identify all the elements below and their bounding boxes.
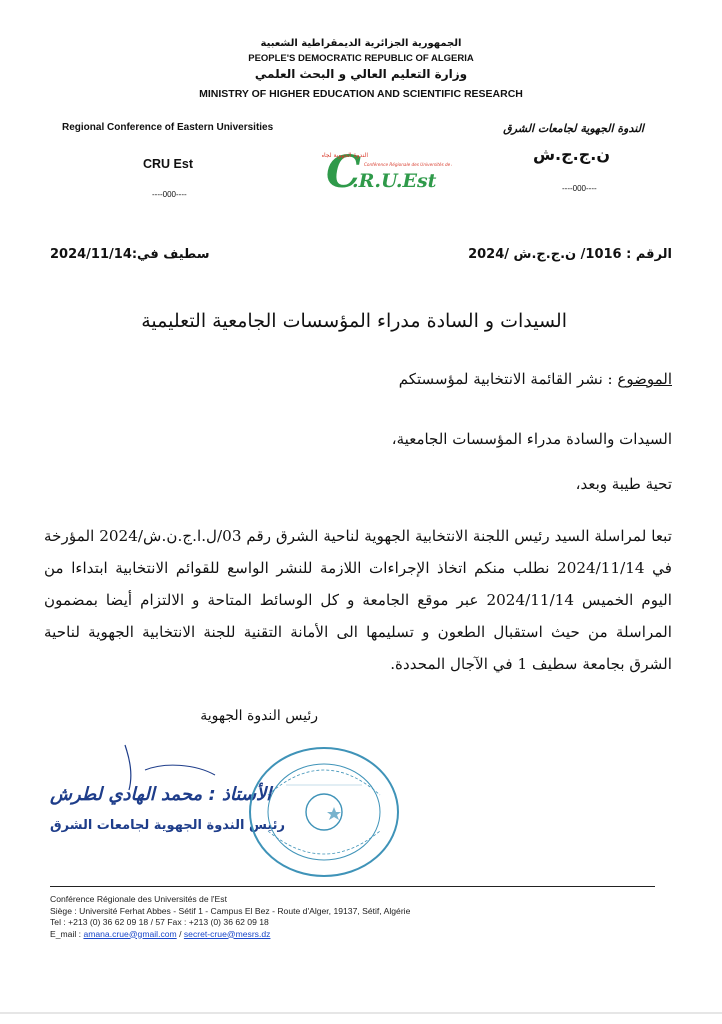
republic-title-ar: الجمهورية الجزائرية الديمقراطية الشعبية (260, 38, 462, 49)
signatory-role: رئيس الندوة الجهوية لجامعات الشرق (50, 818, 286, 833)
signature-title: رئيس الندوة الجهوية (200, 708, 318, 724)
svg-text:الندوة الجهوية لجامعات الشرق: الندوة الجهوية لجام (322, 152, 368, 159)
footer-phone: Tel : +213 (0) 36 62 09 18 / 57 Fax : +213 (0) 36 62 09 18 (50, 917, 269, 927)
salutation-greeting: تحية طيبة وبعد، (575, 475, 672, 493)
footer-address: Siège : Université Ferhat Abbes - Sétif 1 - Campus El Bez - Route d'Alger, 19137, Sétif, Algérie (50, 905, 411, 916)
cru-est-logo (322, 147, 452, 195)
footer-block (50, 894, 410, 940)
addressee-heading: السيدات و السادة مدراء المؤسسات الجامعية التعليمية (141, 310, 567, 332)
svg-text:.R.U.Est: .R.U.Est (352, 170, 437, 192)
letter-body: تبعا لمراسلة السيد رئيس اللجنة الانتخابية الجهوية لناحية الشرق رقم 03/ل.ا.ج.ن.ش/2024 المؤرخة في 2024/11/14 نطلب منكم اتخاذ الإجراءات اللازمة للنشر الواسع للقوائم الانتخابية ابتداءا من اليوم الخميس 2024/11/14 عبر موقع الجامعة و كل الوسائط المتاحة و الالتزام أيضا بمضمون المراسلة من حيث استقبال الطعون و تسليمها الى الأمانة التقنية للجنة الانتخابية الجهوية لناحية الشرق بجامعة سطيف 1 في الآجال المحددة. (44, 527, 672, 673)
conference-name-en: Regional Conference of Eastern Universities (62, 122, 274, 133)
svg-text:C: C (326, 147, 362, 195)
svg-text:Conférence Régionale des Unive: Conférence Régionale des Universités de l'Est (364, 162, 452, 167)
republic-title-en: PEOPLE'S DEMOCRATIC REPUBLIC OF ALGERIA (248, 53, 474, 64)
subject-label: الموضوع (617, 370, 672, 388)
footer-email-line (50, 929, 410, 941)
place-date: سطيف في:2024/11/14 (50, 247, 210, 262)
cru-acronym-ar: ن.ج.ج.ش (532, 145, 610, 164)
email-link-amana[interactable]: amana.crue@gmail.com (83, 928, 177, 939)
conference-name-ar: الندوة الجهوية لجامعات الشرق (503, 122, 644, 135)
footer-conference: Conférence Régionale des Universités de l'Est (50, 894, 227, 904)
page-bottom-edge (0, 1012, 722, 1014)
subject-line (399, 370, 672, 388)
footer-divider (50, 886, 655, 887)
salutation-addressees: السيدات والسادة مدراء المؤسسات الجامعية، (391, 430, 672, 448)
signatory-name: الأستاذ : محمد الهادي لطرش (50, 784, 272, 805)
ministry-title-en: MINISTRY OF HIGHER EDUCATION AND SCIENTIFIC RESEARCH (199, 88, 523, 100)
separator-right: ----000---- (562, 184, 597, 193)
footer-email-sep: / (176, 928, 184, 939)
cru-acronym-en: CRU Est (143, 157, 194, 171)
email-link-secret[interactable]: secret-crue@mesrs.dz (183, 928, 271, 939)
official-stamp (246, 745, 402, 879)
ministry-title-ar: وزارة التعليم العالي و البحث العلمي (254, 67, 468, 81)
handwritten-signature (85, 740, 245, 820)
separator-left: ----000---- (152, 190, 187, 199)
reference-number: الرقم : 1016/ ن.ج.ج.ش /2024 (468, 247, 672, 262)
footer-email-label: E_mail : (50, 928, 84, 939)
subject-text: : نشر القائمة الانتخابية لمؤسستكم (398, 370, 618, 388)
